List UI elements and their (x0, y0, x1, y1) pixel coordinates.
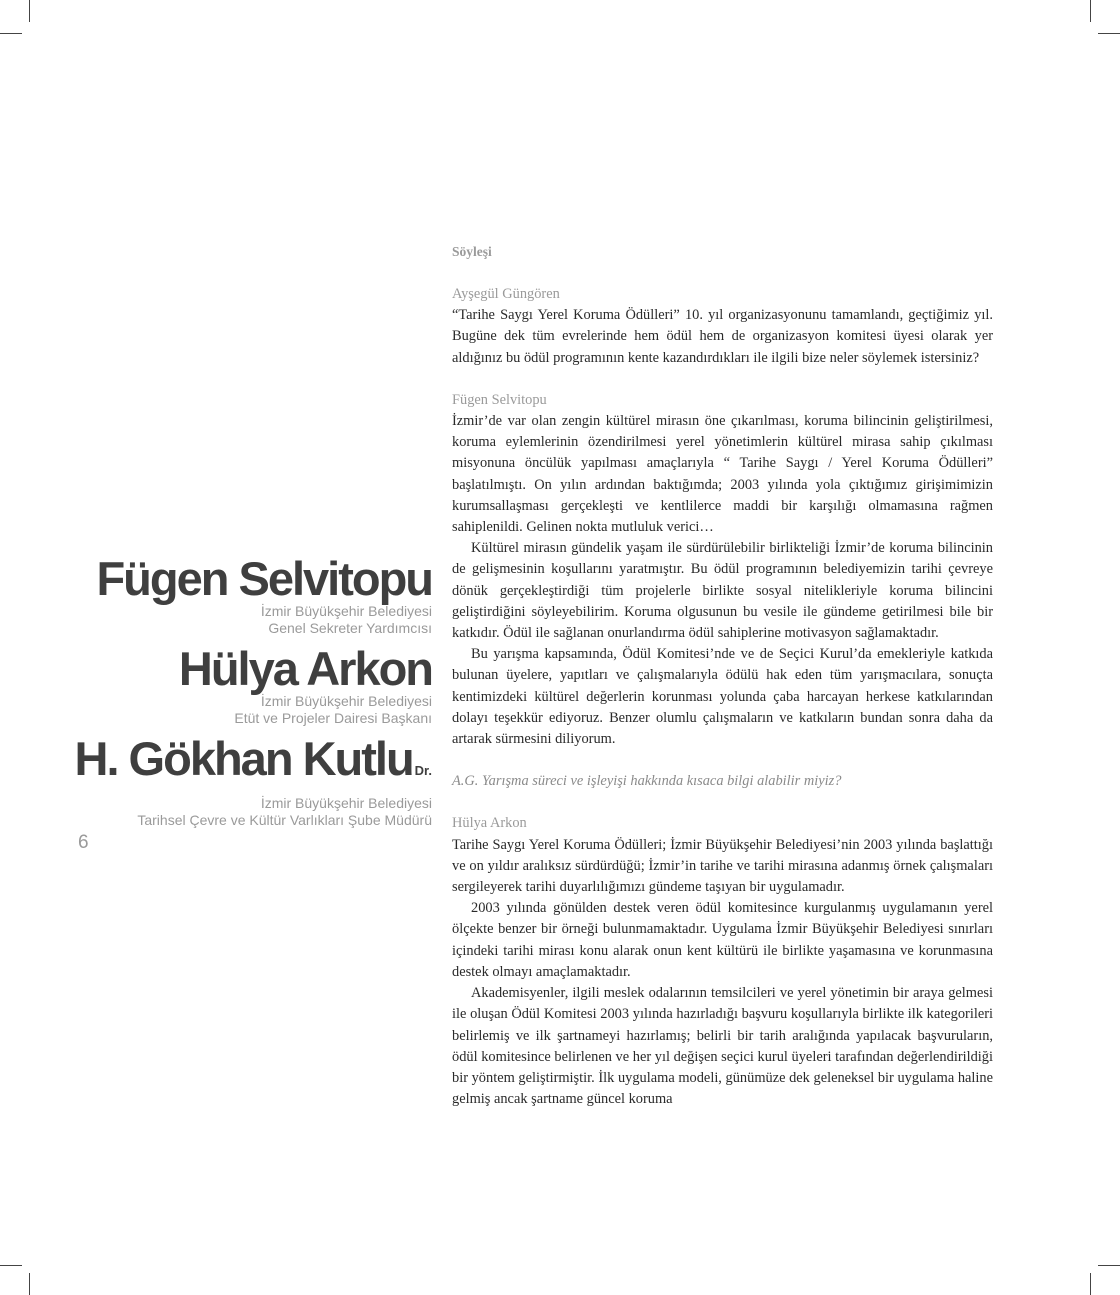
participant-affiliation: İzmir Büyükşehir Belediyesi (260, 603, 432, 619)
paragraph: İzmir’de var olan zengin kültürel mirasın öne çıkarılması, koruma bilincinin geliştirilmesi, koruma eylemlerinin özendirilmesi yerel yönetimlerin kültürel mirasa sahip çıkılması misyonuna öncülük yapılması amaçlarıyla “ Tarihe Saygı / Yerel Koruma Ödülleri” başlatılmıştı. On yılın ardından baktığımda; 2003 yılında yola çıktığımız girişimimizin kurumsallaşması gerçekleşti ve kentlilerce maddi bir karşılığı olmamasına rağmen sahiplenildi. Gelinen nokta mutluluk verici… (452, 413, 993, 536)
paragraph: Akademisyenler, ilgili meslek odalarının temsilcileri ve yerel yönetimin bir araya gelmesi ile oluşan Ödül Komitesi 2003 yılında hazırladığı başvuru koşullarıyla birlikte ilk kategorileri belirlemiş ve ilk şartnameyi hazırlamış; belirli bir tarih aralığında yapılacak başvuruların, ödül komitesince belirlenen ve her yıl değişen seçici kurul üyeleri tarafından değerlendirildiği bir yöntem geliştirmiştir. İlk uygulama modeli, günümüze dek geleneksel bir uygulama haline gelmiş ancak şartname güncel koruma (452, 985, 993, 1108)
participant-name: Fügen Selvitopu (96, 552, 432, 605)
participant-name: H. Gökhan Kutlu Dr. (74, 732, 432, 785)
paragraph: “Tarihe Saygı Yerel Koruma Ödülleri” 10. yıl organizasyonunu tamamlandı, geçtiğimiz yıl. Bugüne dek tüm evrelerinde hem ödül hem de organizasyon komitesi üyesi olarak yer aldığınız bu ödül programının kente kazandırdıkları ile ilgili bize neler söylemek istersiniz? (452, 307, 993, 366)
participant-position: Genel Sekreter Yardımcısı (268, 620, 432, 636)
crop-mark (1098, 33, 1120, 34)
participant-affiliation: İzmir Büyükşehir Belediyesi (260, 693, 432, 709)
participant (75, 552, 433, 637)
crop-mark (29, 0, 30, 22)
participant-position: Etüt ve Projeler Dairesi Başkanı (234, 710, 432, 726)
interview-turn (452, 390, 993, 750)
interview-body (452, 284, 993, 1131)
paragraph: 2003 yılında gönülden destek veren ödül komitesince kurgulanmış uygulamanın yerel ölçekte benzer bir örneği bulunmamaktadır. Uygulama İzmir Büyükşehir Belediyesi sınırları içindeki tarihi mirası konu alarak onun kent kültürü ile birlikte yaşamasına ve korunmasına destek olmayı amaçlamaktadır. (452, 900, 993, 980)
crop-mark (1090, 0, 1091, 22)
title-suffix: Dr. (414, 763, 432, 778)
participant-position: Tarihsel Çevre ve Kültür Varlıkları Şube Müdürü (137, 812, 432, 828)
paragraph: Tarihe Saygı Yerel Koruma Ödülleri; İzmir Büyükşehir Belediyesi’nin 2003 yılında başlattığı ve on yıldır aralıksız sürdürdüğü; İzmir’in tarihe ve tarihi mirasına adanmış örnek çalışmaları sergileyerek tarihi duyarlılığımızı gündeme taşıyan bir uygulamadır. (452, 836, 993, 896)
participant-affiliation: İzmir Büyükşehir Belediyesi (260, 795, 432, 811)
speaker-name: Hülya Arkon (452, 815, 527, 832)
participants (74, 552, 433, 829)
paragraph: Bu yarışma kapsamında, Ödül Komitesi’nde ve de Seçici Kurul’da emekleriyle katkıda bulunan üyelere, yapıtları ve çalışmalarıyla ödülü hak eden tüm yarışmacılara, sonuçta kentimizdeki kültürel değerlerin korunması yolunda çaba harcayan herkese katkılarından dolayı teşekkür ediyoruz. Benzer olumlu çalışmaların ve katkıların bundan sonra daha da artarak sürmesini diliyorum. (452, 646, 993, 748)
crop-mark (1098, 1265, 1120, 1266)
crop-mark (0, 33, 22, 34)
participant (75, 642, 433, 727)
participant-name: Hülya Arkon (178, 642, 432, 695)
interview-turn (452, 284, 993, 369)
speaker-name: Fügen Selvitopu (452, 391, 547, 408)
section-label: Söyleşi (452, 244, 492, 259)
participant (74, 732, 433, 829)
crop-mark (1090, 1273, 1091, 1295)
page-number: 6 (78, 832, 89, 853)
crop-mark (29, 1273, 30, 1295)
interview-turn (452, 813, 993, 1110)
speaker-name: Ayşegül Güngören (452, 286, 560, 302)
paragraph: Kültürel mirasın gündelik yaşam ile sürdürülebilir birlikteliği İzmir’de koruma bilincinin de gelişmesinin koşullarını yaratmıştır. Bu ödül programının belediyemizin tarihi çevreye dönük gerçekleştirdiği tüm projelerle birlikte sosyal nitelikleriyle koruma bilincini geliştirdiğini söyleyebilirim. Koruma olgusunun bu vesile ile gündeme getirilmesi bile bir katkıdır. Ödül ile sağlanan onurlandırma ödül sahiplerine motivasyon sağlamaktadır. (452, 540, 993, 642)
interview-question: A.G. Yarışma süreci ve işleyişi hakkında kısaca bilgi alabilir miyiz? (452, 773, 842, 790)
crop-mark (0, 1265, 22, 1266)
